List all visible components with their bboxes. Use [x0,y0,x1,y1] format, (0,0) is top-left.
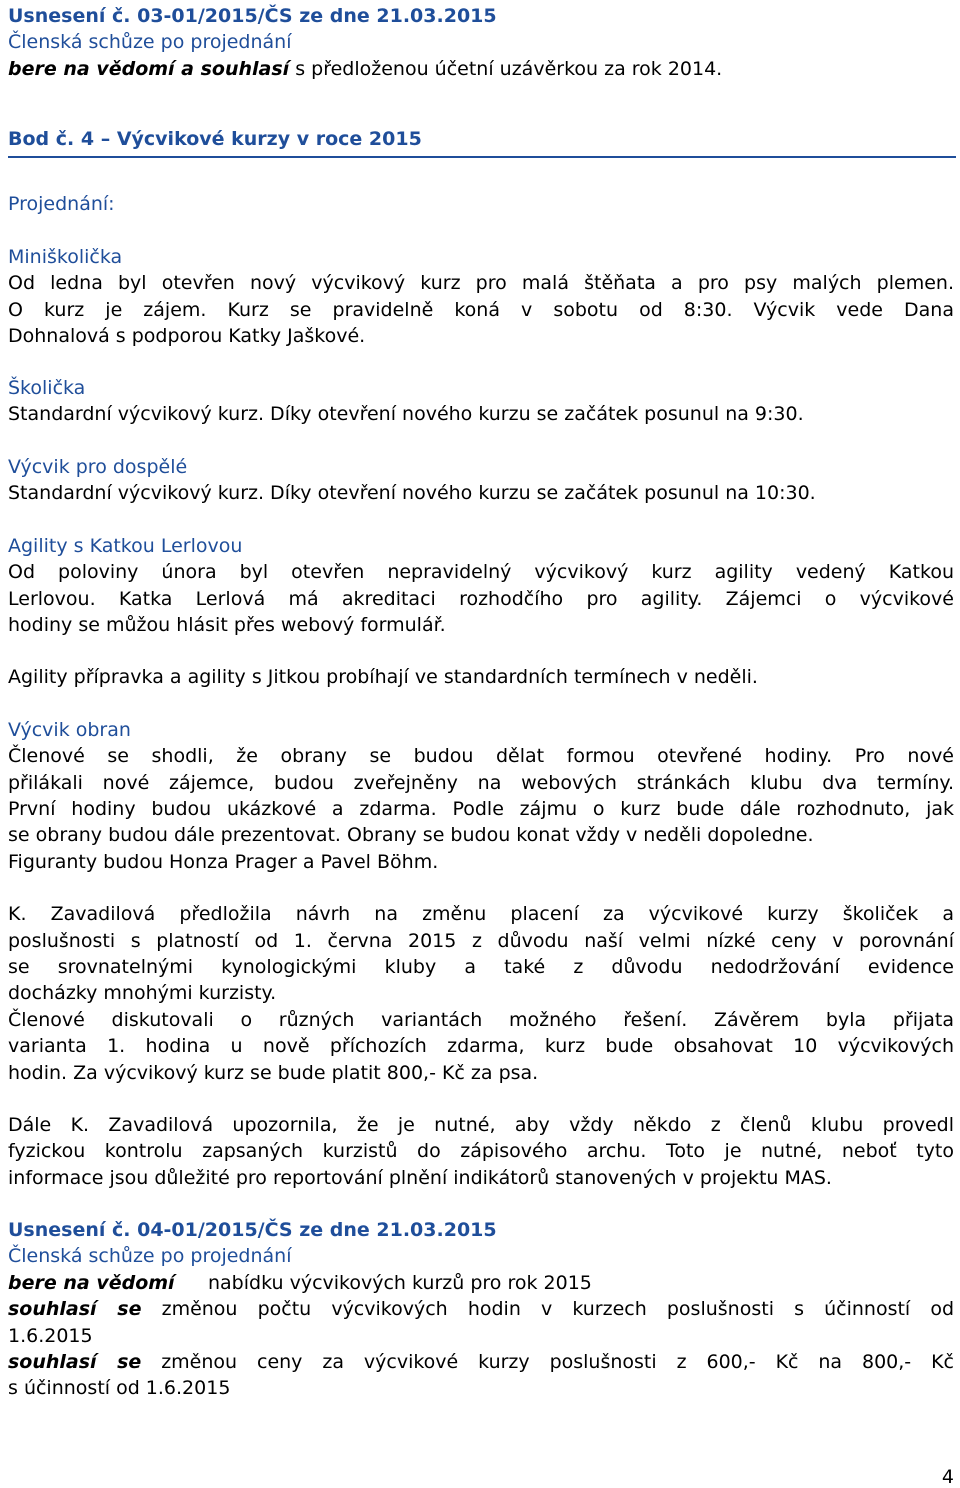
resolution-2-item-1-text: nabídku výcvikových kurzů pro rok 2015 [208,1272,592,1294]
dospele-text: Standardní výcvikový kurz. Díky otevření nového kurzu se začátek posunul na 10:30. [8,482,816,504]
resolution-1-rest: s předloženou účetní uzávěrkou za rok 2014. [289,58,723,80]
miniskolicka-line-1: Od ledna byl otevřen nový výcvikový kurz pro malá štěňata a pro psy malých plemen. [8,272,954,294]
miniskolicka-line-2: O kurz je zájem. Kurz se pravidelně koná v sobotu od 8:30. Výcvik vede Dana [8,299,954,321]
agility-line-2: Lerlovou. Katka Lerlová má akreditaci rozhodčího pro agility. Zájemci o výcvikové [8,588,954,610]
resolution-1-lead: bere na vědomí a souhlasí [8,58,290,80]
agility-line-1: Od poloviny února byl otevřen nepravidelný výcvikový kurz agility vedený Katkou [8,561,954,583]
resolution-2-item-3-label: souhlasí se [8,1351,142,1373]
resolution-1-title: Usnesení č. 03-01/2015/ČS ze dne 21.03.2015 [8,5,497,27]
obran-line-4: se obrany budou dále prezentovat. Obrany se budou konat vždy v neděli dopoledne. [8,824,814,846]
obran-title: Výcvik obran [8,719,131,741]
resolution-2-item-3-cont: s účinností od 1.6.2015 [8,1377,231,1399]
resolution-1-text [8,56,954,82]
dospele-title: Výcvik pro dospělé [8,456,188,478]
proposal-line-2: poslušnosti s platností od 1. června 2015 z důvodu naší velmi nízké ceny v porovnání [8,930,954,952]
projednani-label: Projednání: [8,193,115,215]
obran-line-5: Figuranty budou Honza Prager a Pavel Böhm. [8,851,439,873]
page-number: 4 [941,1466,954,1488]
section-name: – Výcvikové kurzy v roce 2015 [94,128,422,150]
section-heading [8,126,956,158]
section-number: 4 [80,128,95,150]
section-title [8,126,422,152]
resolution-2-item-2-text: změnou počtu výcvikových hodin v kurzech poslušnosti s účinností od [161,1298,955,1320]
resolution-2-item-2 [8,1296,954,1322]
miniskolicka-line-3: Dohnalová s podporou Katky Jaškové. [8,325,366,347]
agility-pripravka: Agility přípravka a agility s Jitkou probíhají ve standardních termínech v neděli. [8,666,758,688]
proposal-line-3: se srovnatelnými kynologickými kluby a také z důvodu nedodržování evidence [8,956,954,978]
resolution-2-item-2-label: souhlasí se [8,1298,142,1320]
resolution-2-title: Usnesení č. 04-01/2015/ČS ze dne 21.03.2015 [8,1219,497,1241]
skolicka-text: Standardní výcvikový kurz. Díky otevření nového kurzu se začátek posunul na 9:30. [8,403,804,425]
obran-line-2: přilákali nové zájemce, budou zveřejněny na webových stránkách klubu dva termíny. [8,772,954,794]
proposal-line-6: varianta 1. hodina u nově příchozích zdarma, kurz bude obsahovat 10 výcvikových [8,1035,954,1057]
section-prefix: Bod č. [8,128,81,150]
resolution-1-subtitle: Členská schůze po projednání [8,31,292,53]
control-line-1: Dále K. Zavadilová upozornila, že je nutné, aby vždy někdo z členů klubu provedl [8,1114,954,1136]
miniskolicka-title: Miniškolička [8,246,123,268]
control-line-2: fyzickou kontrolu zapsaných kurzistů do zápisového archu. Toto je nutné, neboť tyto [8,1140,954,1162]
proposal-line-1: K. Zavadilová předložila návrh na změnu placení za výcvikové kurzy školiček a [8,903,954,925]
control-line-3: informace jsou důležité pro reportování plnění indikátorů stanovených v projektu MAS. [8,1167,832,1189]
resolution-2-item-3-text: změnou ceny za výcvikové kurzy poslušnosti z 600,- Kč na 800,- Kč [161,1351,954,1373]
resolution-2-item-1-label: bere na vědomí [8,1272,175,1294]
proposal-line-5: Členové diskutovali o různých variantách možného řešení. Závěrem byla přijata [8,1009,954,1031]
agility-line-3: hodiny se můžou hlásit přes webový formulář. [8,614,446,636]
obran-line-3: První hodiny budou ukázkové a zdarma. Podle zájmu o kurz bude dále rozhodnuto, jak [8,798,954,820]
resolution-2-item-1 [8,1270,954,1296]
proposal-line-4: docházky mnohými kurzisty. [8,982,277,1004]
resolution-2-item-2-cont: 1.6.2015 [8,1325,93,1347]
resolution-2-subtitle: Členská schůze po projednání [8,1245,292,1267]
agility-title: Agility s Katkou Lerlovou [8,535,243,557]
obran-line-1: Členové se shodli, že obrany se budou dělat formou otevřené hodiny. Pro nové [8,745,954,767]
skolicka-title: Školička [8,377,86,399]
resolution-2-item-3 [8,1349,954,1375]
proposal-line-7: hodin. Za výcvikový kurz se bude platit 800,- Kč za psa. [8,1062,539,1084]
